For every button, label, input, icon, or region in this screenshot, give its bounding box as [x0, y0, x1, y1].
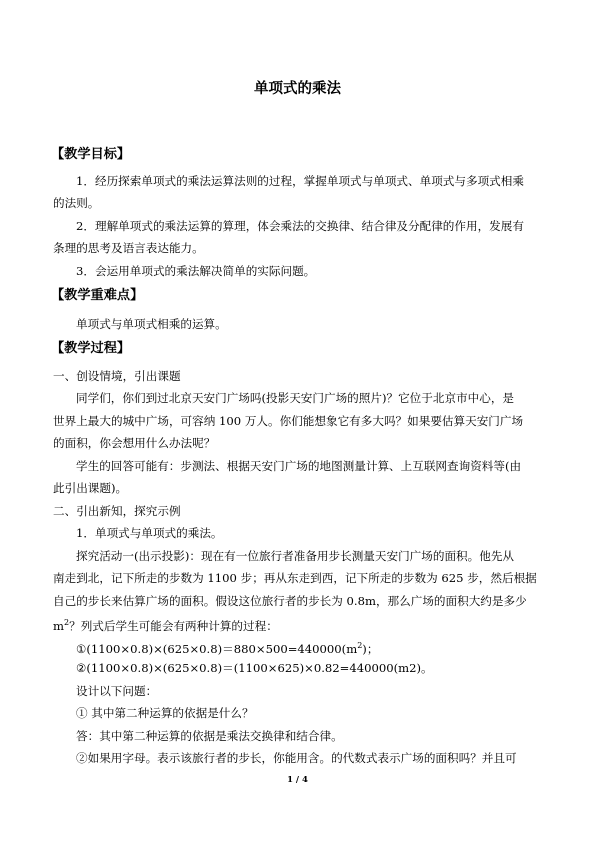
- section-heading-objectives: 【教学目标】: [51, 147, 131, 162]
- section-heading-process: 【教学过程】: [51, 341, 131, 356]
- formula-line: $①(1100\times 0.8)\times(625\times 0.8)=880\times 500=440000(m^2)$；: [76, 641, 379, 656]
- page-number: 1 / 4: [287, 775, 308, 785]
- paragraph-line: 单项式与单项式相乘的运算。: [76, 317, 227, 331]
- paragraph-line: 1．单项式与单项式的乘法。: [76, 526, 223, 540]
- paragraph-line: 同学们，你们到过北京天安门广场吗(投影天安门广场的照片)？它位于北京市中心，是: [76, 391, 515, 405]
- paragraph-line: 此引出课题)。: [53, 481, 128, 495]
- paragraph-line: 学生的回答可能有：步测法、根据天安门广场的地图测量计算、上互联网查询资料等(由: [76, 459, 522, 473]
- paragraph-line: 1．经历探索单项式的乘法运算法则的过程，掌握单项式与单项式、单项式与多项式相乘: [76, 174, 524, 188]
- subheading-line: 二、引出新知，探究示例: [53, 504, 181, 518]
- paragraph-line: 设计以下问题：: [76, 684, 158, 698]
- paragraph-line: 3．会运用单项式的乘法解决简单的实际问题。: [76, 264, 316, 278]
- section-heading-key-points: 【教学重难点】: [51, 288, 144, 303]
- question-line: ②如果用字母。表示该旅行者的步长，你能用含。的代数式表示广场的面积吗？并且可: [76, 751, 517, 765]
- superscript: 2: [357, 641, 363, 650]
- superscript: 2: [64, 618, 70, 627]
- page-title: 单项式的乘法: [254, 81, 341, 97]
- answer-line: 答：其中第二种运算的依据是乘法交换律和结合律。: [76, 729, 343, 743]
- paragraph-line: 探究活动一(出示投影)：现在有一位旅行者准备用步长测量天安门广场的面积。他先从: [76, 549, 515, 563]
- paragraph-line: $m^2$？列式后学生可能会有两种计算的过程：: [53, 618, 278, 633]
- paragraph-line: 世界上最大的城中广场，可容纳 100 万人。你们能想象它有多大吗？如果要估算天安门广场: [53, 414, 524, 428]
- paragraph-line: 条理的思考及语言表达能力。: [53, 241, 204, 255]
- paragraph-line: 2．理解单项式的乘法运算的算理，体会乘法的交换律、结合律及分配律的作用，发展有: [76, 219, 524, 233]
- paragraph-line: 的面积，你会想用什么办法呢？: [53, 436, 216, 450]
- question-line: ① 其中第二种运算的依据是什么？: [76, 706, 254, 720]
- subheading-line: 一、创设情境，引出课题: [53, 369, 181, 383]
- paragraph-line: 的法则。: [53, 196, 100, 210]
- paragraph-line: 南走到北，记下所走的步数为 1100 步；再从东走到西，记下所走的步数为 625 步，然后根据: [53, 571, 537, 585]
- paragraph-line: 自己的步长来估算广场的面积。假设这位旅行者的步长为 0.8m，那么广场的面积大约是多少: [53, 594, 527, 608]
- formula-line: ②(1100×0.8)×(625×0.8)＝(1100×625)×0.82=440000(m2)。: [76, 661, 433, 675]
